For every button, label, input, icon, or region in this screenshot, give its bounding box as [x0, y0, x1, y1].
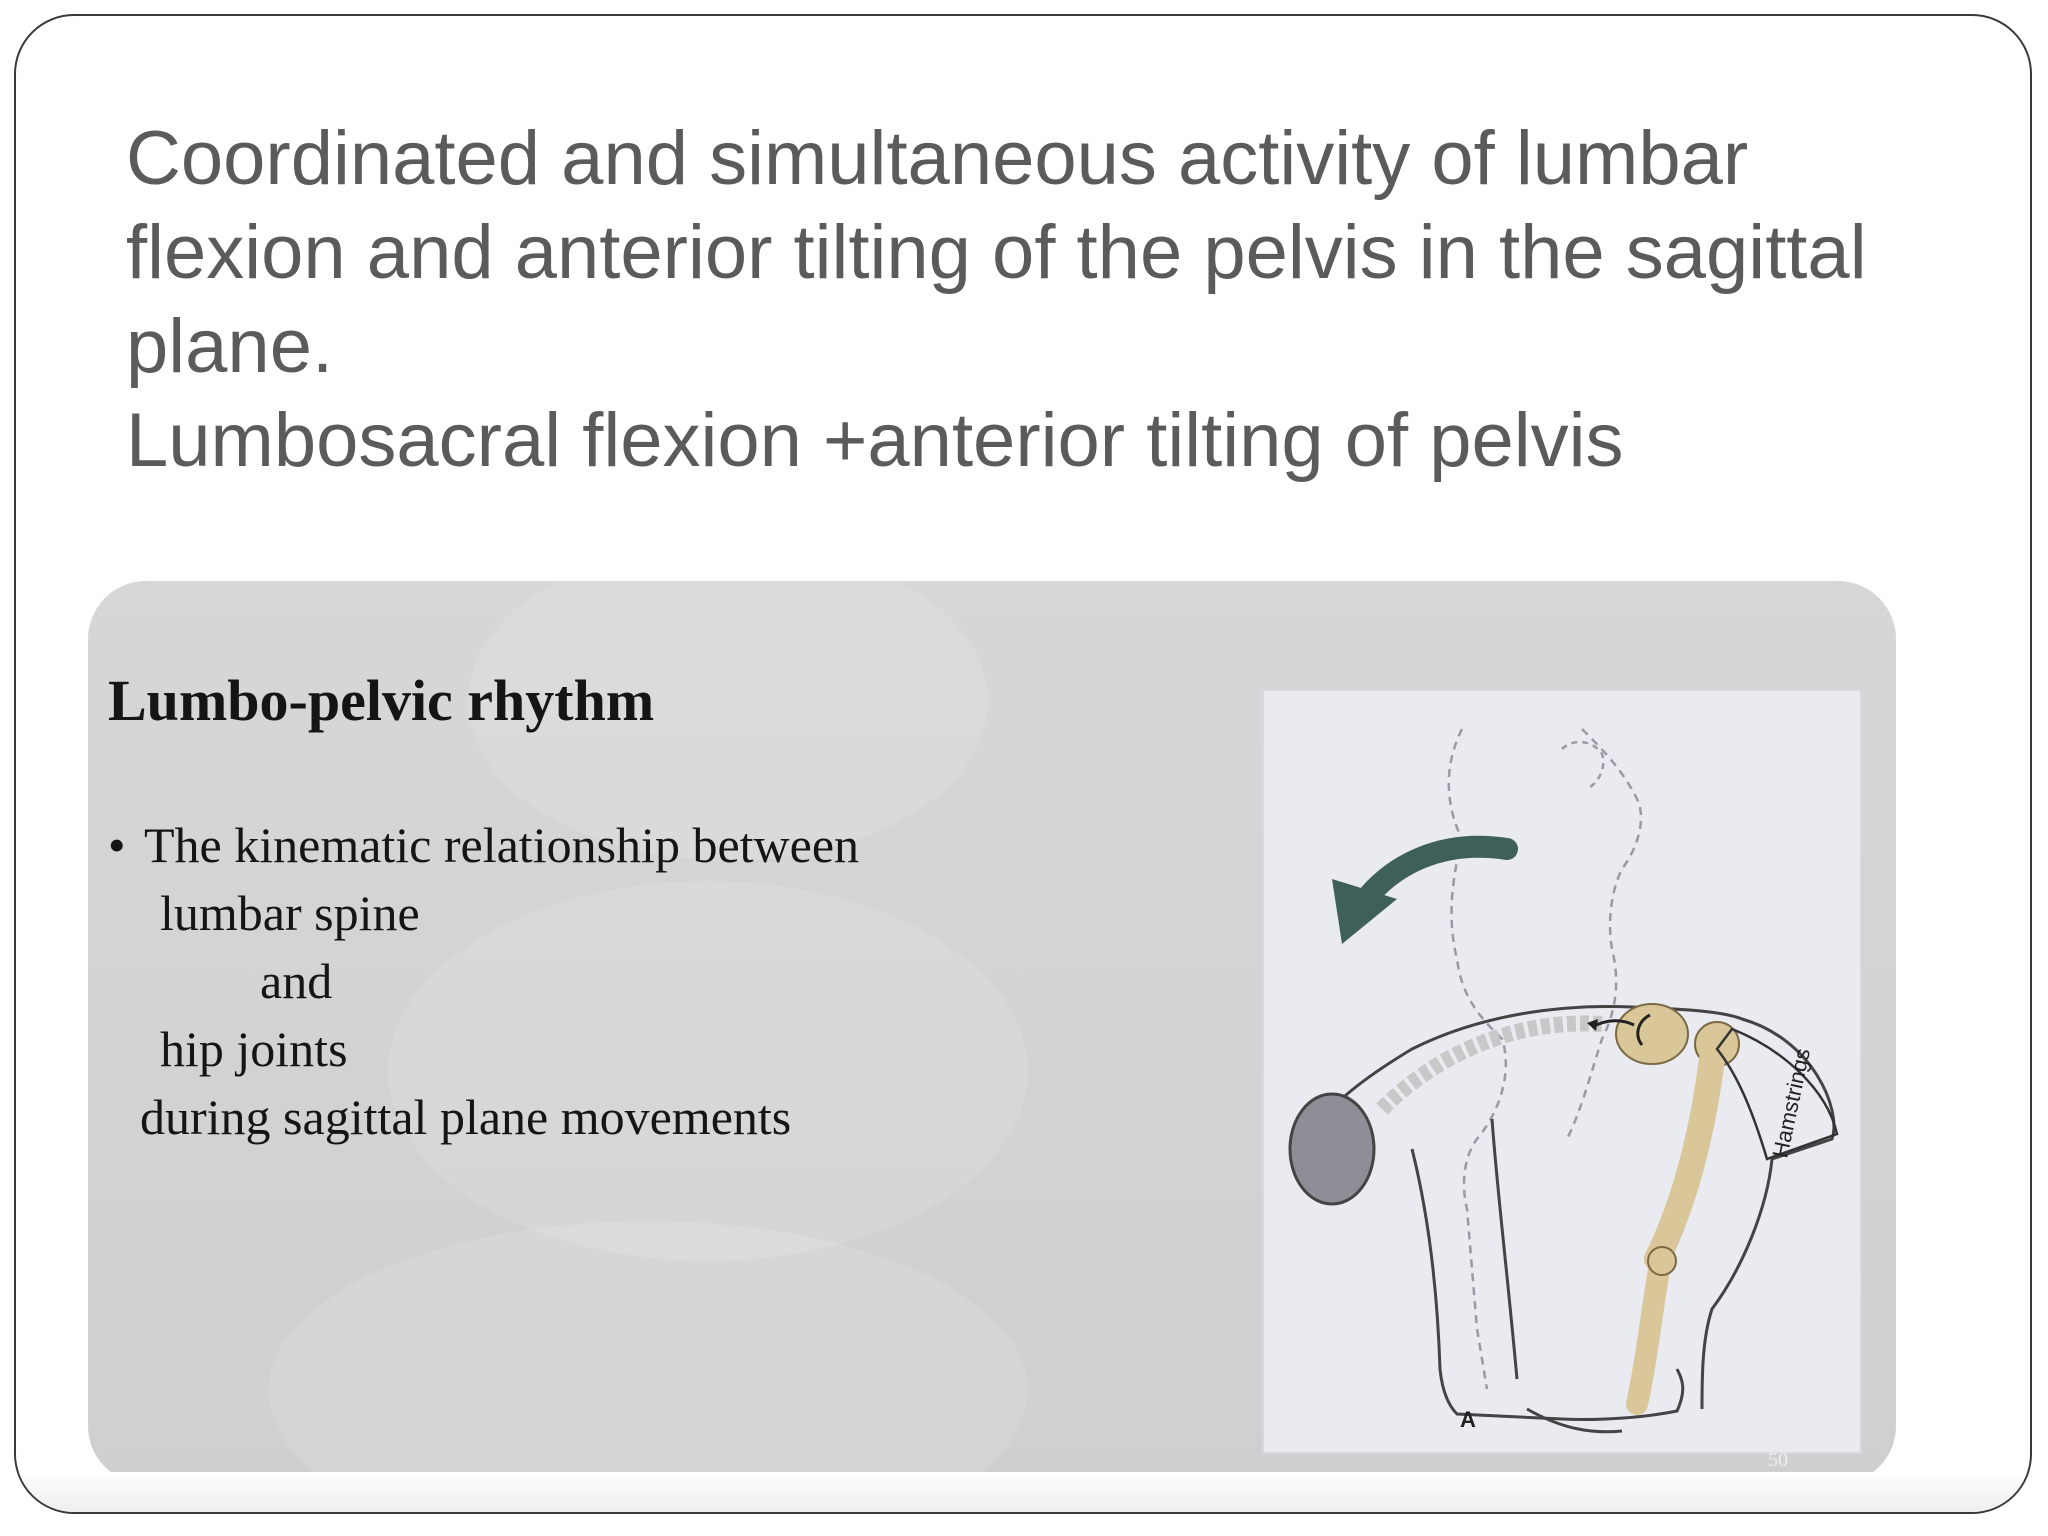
page-number: 50: [1768, 1449, 1788, 1471]
bent-torso-outline: [1302, 1006, 1834, 1409]
curved-arrow-icon: [1332, 847, 1507, 944]
bullet-line: and: [260, 953, 333, 1009]
knee-joint: [1648, 1247, 1676, 1275]
bullet-line: lumbar spine: [160, 885, 420, 941]
femur-bone: [1657, 1059, 1712, 1259]
pelvis-bone: [1616, 1004, 1688, 1064]
title-line-3: plane.: [126, 304, 334, 389]
figure-panel-label: A: [1460, 1407, 1476, 1432]
bullet-list: [108, 811, 859, 1151]
bullet-line: [108, 811, 859, 879]
upright-posture-outline: [1567, 729, 1641, 1139]
slide-frame: [14, 14, 2032, 1514]
upright-head-outline: [1562, 742, 1603, 789]
head-shape: [1290, 1094, 1374, 1204]
arm-outline: [1492, 1119, 1517, 1379]
bullet-line: during sagittal plane movements: [140, 1089, 792, 1145]
hamstrings-label: Hamstrings: [1767, 1046, 1816, 1161]
lumbar-spine: [1382, 1023, 1602, 1109]
tibia-bone: [1637, 1264, 1660, 1404]
background-vertebra-shape: [268, 1221, 1028, 1484]
forward-bend-illustration: [1262, 689, 1862, 1454]
slide-title: [126, 112, 1996, 488]
bullet-marker: •: [108, 817, 126, 873]
embedded-slide-image: [88, 581, 1896, 1484]
title-line-4: Lumbosacral flexion +anterior tilting of pelvis: [126, 398, 1624, 483]
bullet-text: The kinematic relationship between: [144, 817, 860, 873]
lumbo-pelvic-figure: [1262, 689, 1862, 1454]
title-line-2: flexion and anterior tilting of the pelvis in the sagittal: [126, 210, 1867, 295]
embedded-heading: Lumbo-pelvic rhythm: [108, 668, 655, 733]
slide-bottom-fade: [16, 1472, 2030, 1512]
bullet-line: hip joints: [160, 1021, 348, 1077]
title-line-1: Coordinated and simultaneous activity of lumbar: [126, 116, 1749, 201]
